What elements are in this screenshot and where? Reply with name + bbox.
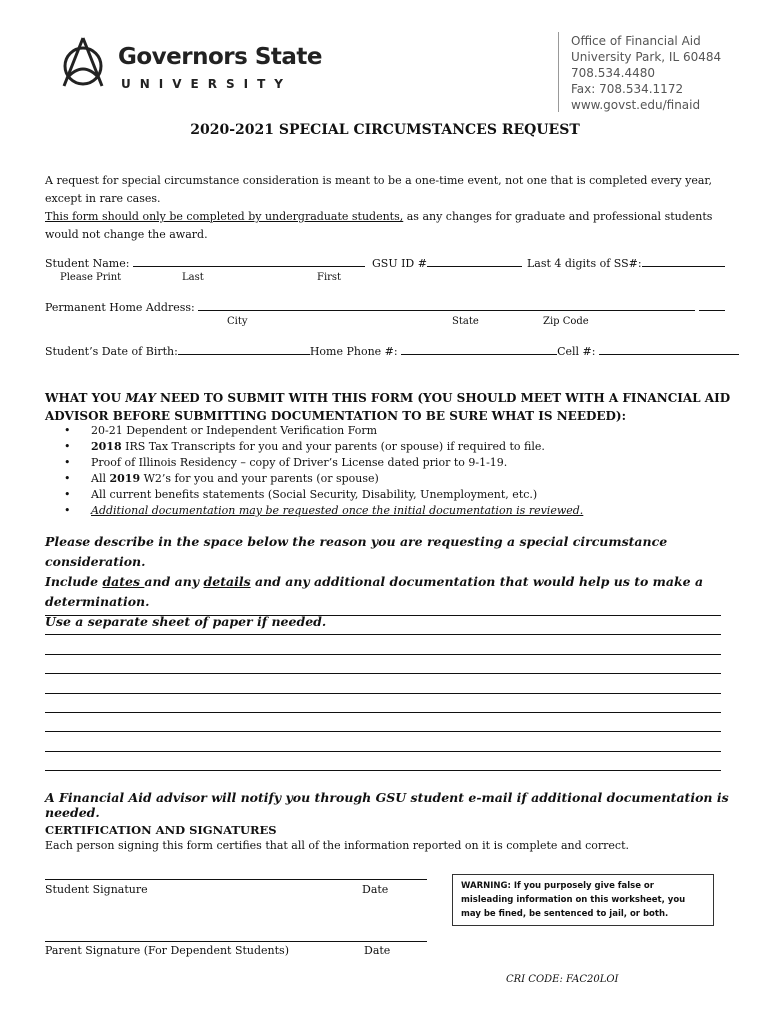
list-item-text: All current benefits statements (Social Security, Disability, Unemployment, etc.) xyxy=(91,488,538,501)
certification-text: Each person signing this form certifies that all of the information reported on it is complete and correct. xyxy=(45,839,630,852)
office-phone: 708.534.4480 xyxy=(571,66,655,80)
logo-name: Governors State xyxy=(118,44,323,70)
intro-rest: as any changes for graduate and professional students would not change the award. xyxy=(45,210,713,241)
writing-line[interactable] xyxy=(45,693,721,694)
header-divider xyxy=(558,32,559,112)
office-contact-block xyxy=(571,33,721,113)
list-item xyxy=(64,471,583,487)
writing-line[interactable] xyxy=(45,634,721,635)
instruction-line: Use a separate sheet of paper if needed. xyxy=(45,614,327,629)
office-name: Office of Financial Aid xyxy=(571,34,701,48)
zip-label: Zip Code xyxy=(543,316,589,327)
home-phone-field[interactable] xyxy=(401,344,557,355)
please-print-label: Please Print xyxy=(60,272,122,283)
list-item-year: 2018 xyxy=(91,440,122,453)
ss-field[interactable] xyxy=(642,256,725,267)
writing-line[interactable] xyxy=(45,615,721,616)
ss-row xyxy=(527,256,725,270)
instruction-text: Include xyxy=(45,574,103,589)
parent-date-label: Date xyxy=(364,944,391,957)
list-item-year: 2019 xyxy=(109,472,141,485)
gsu-id-field[interactable] xyxy=(427,256,522,267)
parent-signature-line[interactable] xyxy=(45,941,427,942)
instruction-line: Please describe in the space below the reason you are requesting a special circumstance consideration. xyxy=(45,534,668,569)
list-item-text: Proof of Illinois Residency – copy of Driver’s License dated prior to 9-1-19. xyxy=(91,456,508,469)
list-item xyxy=(64,455,583,471)
cell-field[interactable] xyxy=(599,344,739,355)
writing-line[interactable] xyxy=(45,712,721,713)
dob-label: Student’s Date of Birth: xyxy=(45,345,178,358)
gsu-logo-icon xyxy=(58,36,108,88)
office-website: www.govst.edu/finaid xyxy=(571,98,701,112)
student-name-row xyxy=(45,256,365,270)
city-label: City xyxy=(227,316,248,327)
list-item xyxy=(64,487,583,503)
list-item-text: Additional documentation may be requested once the initial documentation is reviewed. xyxy=(91,504,584,517)
gsu-id-label: GSU ID # xyxy=(372,257,427,270)
warning-box: WARNING: If you purposely give false or misleading information on this worksheet, you may be fined, be sentenced to jail, or both. xyxy=(452,874,714,926)
ss-label: Last 4 digits of SS#: xyxy=(527,257,642,270)
writing-line[interactable] xyxy=(45,731,721,732)
dob-field[interactable] xyxy=(178,344,310,355)
list-item-text: IRS Tax Transcripts for you and your parents (or spouse) if required to file. xyxy=(121,440,545,453)
student-name-label: Student Name: xyxy=(45,257,130,270)
student-signature-line[interactable] xyxy=(45,879,427,880)
office-address: University Park, IL 60484 xyxy=(571,50,722,64)
parent-signature-label: Parent Signature (For Dependent Students) xyxy=(45,944,289,957)
instruction-line xyxy=(45,572,745,612)
list-item xyxy=(64,503,583,519)
writing-line[interactable] xyxy=(45,751,721,752)
address-field[interactable] xyxy=(198,300,695,311)
submit-heading-pre: WHAT YOU xyxy=(45,391,126,405)
instruction-text: and any xyxy=(144,574,204,589)
requirements-list xyxy=(64,423,583,519)
student-name-field[interactable] xyxy=(133,256,365,267)
home-phone-label: Home Phone #: xyxy=(309,345,398,358)
instruction-dates: dates xyxy=(102,574,145,589)
page-title: 2020-2021 SPECIAL CIRCUMSTANCES REQUEST xyxy=(190,122,580,138)
address-label: Permanent Home Address: xyxy=(45,301,195,314)
writing-line[interactable] xyxy=(45,654,721,655)
student-date-label: Date xyxy=(362,883,389,896)
submit-heading-post: NEED TO SUBMIT WITH THIS FORM (YOU SHOULD MEET WITH A FINANCIAL AID ADVISOR BEFORE SUBMITTING DOCUMENTATION TO BE SURE WHAT IS NEEDED): xyxy=(45,391,731,423)
notify-text: A Financial Aid advisor will notify you through GSU student e-mail if additional documentation is needed. xyxy=(45,790,729,820)
intro-paragraph xyxy=(45,172,725,244)
certification-heading: CERTIFICATION AND SIGNATURES xyxy=(45,823,277,837)
writing-line[interactable] xyxy=(45,770,721,771)
instruction-text: and any additional documentation that would help us to make a determination. xyxy=(45,574,704,609)
list-item xyxy=(64,423,583,439)
address-field-extra[interactable] xyxy=(699,300,725,311)
submit-heading-may: MAY xyxy=(125,391,156,405)
description-instructions xyxy=(45,532,745,632)
list-item-text: All xyxy=(91,472,110,485)
logo-university: UNIVERSITY xyxy=(121,77,292,91)
state-label: State xyxy=(452,316,479,327)
student-signature-label: Student Signature xyxy=(45,883,148,896)
list-item-text: 20-21 Dependent or Independent Verification Form xyxy=(91,424,378,437)
gsu-id-row xyxy=(372,256,522,270)
form-code: CRI CODE: FAC20LOI xyxy=(506,974,619,985)
writing-line[interactable] xyxy=(45,673,721,674)
dob-row xyxy=(45,344,739,358)
list-item-text: W2’s for you and your parents (or spouse) xyxy=(140,472,379,485)
list-item xyxy=(64,439,583,455)
submit-heading xyxy=(45,389,735,425)
first-label: First xyxy=(317,272,342,283)
intro-underlined: This form should only be completed by undergraduate students, xyxy=(45,210,404,223)
cell-label: Cell #: xyxy=(557,345,596,358)
last-label: Last xyxy=(182,272,204,283)
office-fax: Fax: 708.534.1172 xyxy=(571,82,684,96)
intro-text: A request for special circumstance consideration is meant to be a one-time event, not one that is completed every year, except in rare cases. xyxy=(45,174,712,205)
instruction-details: details xyxy=(203,574,251,589)
address-row xyxy=(45,300,725,314)
